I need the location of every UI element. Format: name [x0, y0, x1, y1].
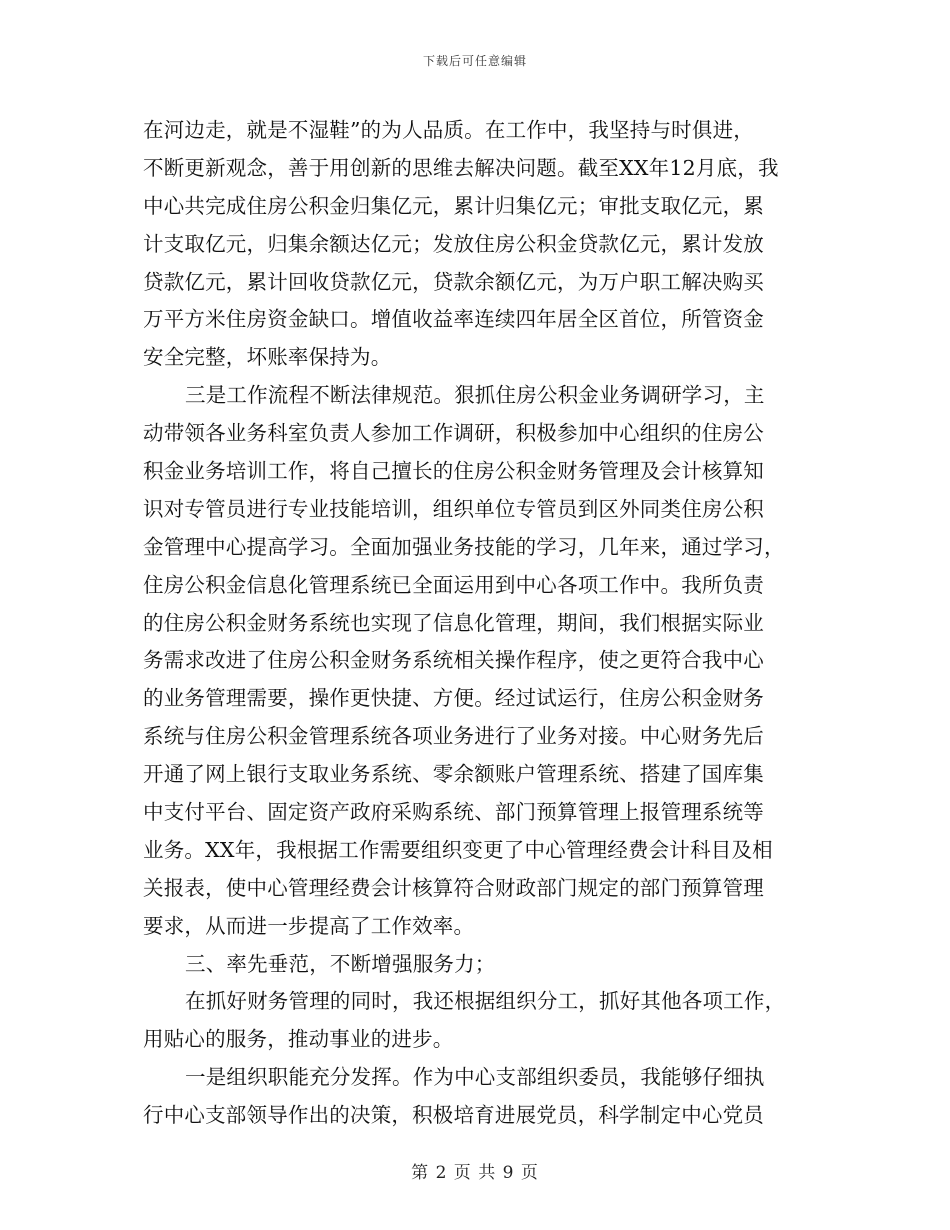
text-line: 中心共完成住房公积金归集亿元，累计归集亿元；审批支取亿元，累 — [143, 193, 764, 218]
text-line: 计支取亿元，归集余额达亿元；发放住房公积金贷款亿元，累计发放 — [143, 231, 764, 256]
text-line: 在抓好财务管理的同时，我还根据组织分工，抓好其他各项工作， — [185, 989, 786, 1014]
text-line: 系统与住房公积金管理系统各项业务进行了业务对接。中心财务先后 — [143, 724, 764, 749]
document-body — [143, 112, 815, 1135]
text-line: 行中心支部领导作出的决策，积极培育进展党员，科学制定中心党员 — [143, 1103, 764, 1128]
text-line: 要求，从而进一步提高了工作效率。 — [143, 913, 475, 938]
text-line: 关报表，使中心管理经费会计核算符合财政部门规定的部门预算管理 — [143, 875, 764, 900]
text-line: 一是组织职能充分发挥。作为中心支部组织委员，我能够仔细执 — [185, 1065, 765, 1090]
text-line: 中支付平台、固定资产政府采购系统、部门预算管理上报管理系统等 — [143, 800, 764, 825]
text-line: 业务。XX年，我根据工作需要组织变更了中心管理经费会计科目及相 — [143, 837, 773, 862]
text-line: 的住房公积金财务系统也实现了信息化管理，期间，我们根据实际业 — [143, 610, 764, 635]
text-line: 用贴心的服务，推动事业的进步。 — [143, 1027, 454, 1052]
text-line: 三、率先垂范，不断增强服务力； — [185, 951, 496, 976]
text-line: 开通了网上银行支取业务系统、零余额账户管理系统、搭建了国库集 — [143, 762, 764, 787]
text-line: 务需求改进了住房公积金财务系统相关操作程序，使之更符合我中心 — [143, 648, 764, 673]
text-line: 在河边走，就是不湿鞋”的为人品质。在工作中，我坚持与时俱进， — [143, 118, 754, 142]
text-line: 的业务管理需要，操作更快捷、方便。经过试运行，住房公积金财务 — [143, 686, 764, 711]
text-line: 住房公积金信息化管理系统已全面运用到中心各项工作中。我所负责 — [143, 572, 764, 597]
text-line: 识对专管员进行专业技能培训，组织单位专管员到区外同类住房公积 — [143, 496, 764, 521]
text-line: 积金业务培训工作，将自己擅长的住房公积金财务管理及会计核算知 — [143, 459, 764, 484]
page-header: 下载后可任意编辑 — [422, 54, 527, 68]
text-line: 贷款亿元，累计回收贷款亿元，贷款余额亿元，为万户职工解决购买 — [143, 269, 764, 294]
page-footer: 第 2 页 共 9 页 — [411, 1163, 539, 1183]
text-line: 金管理中心提高学习。全面加强业务技能的学习，几年来，通过学习， — [143, 534, 785, 559]
text-line: 三是工作流程不断法律规范。狠抓住房公积金业务调研学习，主 — [185, 383, 765, 408]
text-line: 不断更新观念，善于用创新的思维去解决问题。截至XX年12月底，我 — [143, 155, 779, 180]
text-line: 动带领各业务科室负责人参加工作调研，积极参加中心组织的住房公 — [143, 421, 764, 446]
text-line: 安全完整，坏账率保持为。 — [143, 345, 392, 370]
text-line: 万平方米住房资金缺口。增值收益率连续四年居全区首位，所管资金 — [143, 307, 764, 332]
